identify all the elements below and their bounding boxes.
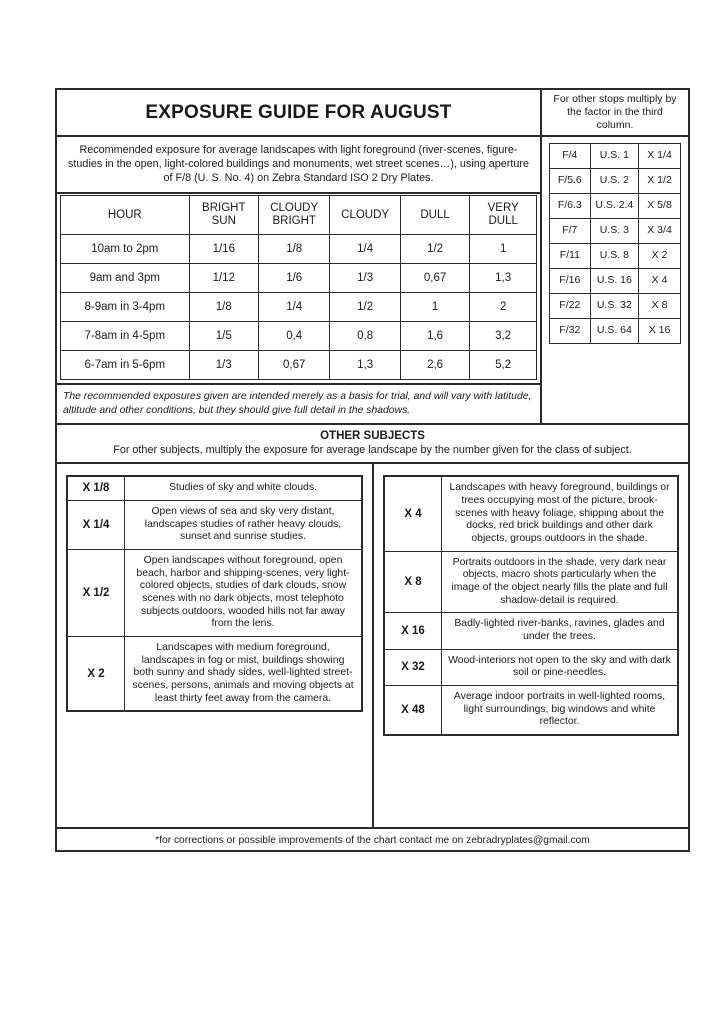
subject-column-right (374, 464, 688, 827)
subject-description: Studies of sky and white clouds. (125, 476, 363, 500)
factor-cell: X 5/8 (639, 194, 681, 219)
table-row (61, 351, 537, 380)
exposure-value-cell: 1,3 (470, 264, 537, 293)
list-item (67, 500, 362, 549)
table-row (550, 244, 681, 269)
exposure-value-cell: 2 (470, 293, 537, 322)
fstop-cell: F/7 (550, 219, 591, 244)
factor-cell: X 1/2 (639, 169, 681, 194)
main-band (57, 137, 688, 423)
fstop-cell: F/5.6 (550, 169, 591, 194)
factor-cell: X 16 (639, 319, 681, 344)
list-item (67, 476, 362, 500)
exposure-value-cell: 1/2 (330, 293, 400, 322)
subject-table-left (66, 475, 363, 712)
list-item (384, 476, 678, 551)
factor-cell: X 1/4 (639, 144, 681, 169)
other-subjects-header (57, 423, 688, 464)
subject-description: Badly-lighted river-banks, ravines, glades and under the trees. (442, 613, 679, 649)
subject-description: Landscapes with medium foreground, landscapes in fog or mist, buildings showing both sunny and shady sides, well-lighted street-scenes, persons, animals and moving objects at least thirty feet away from the camera. (125, 637, 363, 712)
exposure-value-cell: 0,67 (259, 351, 330, 380)
subject-multiplier: X 1/8 (67, 476, 125, 500)
exposure-panel (57, 137, 542, 423)
subject-table-right (383, 475, 679, 736)
subject-multiplier: X 32 (384, 649, 442, 685)
us-stop-cell: U.S. 16 (590, 269, 638, 294)
exposure-value-cell: 1/8 (189, 293, 258, 322)
exposure-value-cell: 1/4 (330, 235, 400, 264)
exposure-value-cell: 1/3 (330, 264, 400, 293)
exposure-value-cell: 1/8 (259, 235, 330, 264)
subject-column-left (57, 464, 374, 827)
exposure-column-header: BRIGHT SUN (189, 196, 258, 235)
exposure-value-cell: 1/6 (259, 264, 330, 293)
exposure-column-header: CLOUDY BRIGHT (259, 196, 330, 235)
subject-description: Open landscapes without foreground, open beach, harbor and shipping-scenes, very light-colored objects, studies of dark clouds, snow scenes with no dark objects, most telephoto subjects outdoors, wooded hills not far away from the lens. (125, 549, 363, 636)
exposure-hour-cell: 9am and 3pm (61, 264, 190, 293)
fstop-cell: F/4 (550, 144, 591, 169)
exposure-value-cell: 0,67 (400, 264, 469, 293)
subject-multiplier: X 2 (67, 637, 125, 712)
us-stop-cell: U.S. 1 (590, 144, 638, 169)
subject-multiplier: X 8 (384, 551, 442, 613)
table-row (550, 169, 681, 194)
exposure-column-header: DULL (400, 196, 469, 235)
subtitle-text: Recommended exposure for average landscapes with light foreground (river-scenes, figure- studies in the open, light-colored buildings and monuments, wet street scenes…), using aperture of F/8 (U. S. No. 4) on Zebra Standard ISO 2 Dry Plates. (57, 137, 540, 194)
fstop-cell: F/6.3 (550, 194, 591, 219)
exposure-column-header: HOUR (61, 196, 190, 235)
subject-description: Average indoor portraits in well-lighted rooms, light surroundings, big windows and white reflector. (442, 686, 679, 736)
subject-description: Wood-interiors not open to the sky and with dark soil or pine-needles. (442, 649, 679, 685)
list-item (384, 649, 678, 685)
fstop-cell: F/11 (550, 244, 591, 269)
page-title: EXPOSURE GUIDE FOR AUGUST (145, 101, 452, 123)
table-row (550, 219, 681, 244)
other-subjects-title: OTHER SUBJECTS (320, 430, 425, 443)
fstop-panel (542, 137, 688, 423)
footer-contact: *for corrections or possible improvements of the chart contact me on zebradryplates@gmail.com (57, 827, 688, 852)
subject-multiplier: X 48 (384, 686, 442, 736)
exposure-value-cell: 1/12 (189, 264, 258, 293)
us-stop-cell: U.S. 64 (590, 319, 638, 344)
us-stop-cell: U.S. 32 (590, 294, 638, 319)
fstop-table (549, 143, 681, 344)
list-item (384, 551, 678, 613)
us-stop-cell: U.S. 2 (590, 169, 638, 194)
table-row (61, 293, 537, 322)
subject-columns (57, 464, 688, 827)
fstop-cell: F/16 (550, 269, 591, 294)
exposure-value-cell: 1 (400, 293, 469, 322)
exposure-value-cell: 1/5 (189, 322, 258, 351)
table-row (550, 319, 681, 344)
subject-description: Open views of sea and sky very distant, landscapes studies of rather heavy clouds, sunset and sunrise studies. (125, 500, 363, 549)
exposure-value-cell: 1/3 (189, 351, 258, 380)
title-cell (57, 90, 542, 137)
table-row (550, 269, 681, 294)
exposure-value-cell: 1,3 (330, 351, 400, 380)
exposure-header-row (61, 196, 537, 235)
table-row (550, 194, 681, 219)
fstop-cell: F/32 (550, 319, 591, 344)
header-band (57, 90, 688, 137)
fstop-cell: F/22 (550, 294, 591, 319)
exposure-value-cell: 0,8 (330, 322, 400, 351)
exposure-guide-sheet (55, 88, 690, 852)
exposure-value-cell: 1,6 (400, 322, 469, 351)
exposure-value-cell: 0,4 (259, 322, 330, 351)
exposure-value-cell: 5,2 (470, 351, 537, 380)
exposure-hour-cell: 7-8am in 4-5pm (61, 322, 190, 351)
exposure-value-cell: 3,2 (470, 322, 537, 351)
exposure-value-cell: 1 (470, 235, 537, 264)
exposure-hour-cell: 6-7am in 5-6pm (61, 351, 190, 380)
subject-description: Landscapes with heavy foreground, buildings or trees occupying most of the picture, brook-scenes with heavy foliage, shipping about the docks, red brick buildings and other dark objects, groups outdoors in the shade. (442, 476, 679, 551)
factor-cell: X 4 (639, 269, 681, 294)
exposure-table (60, 195, 537, 380)
us-stop-cell: U.S. 8 (590, 244, 638, 269)
list-item (67, 637, 362, 712)
table-row (61, 264, 537, 293)
us-stop-cell: U.S. 3 (590, 219, 638, 244)
other-subjects-intro: For other subjects, multiply the exposure for average landscape by the number given for the class of subject. (113, 444, 632, 457)
subject-multiplier: X 16 (384, 613, 442, 649)
factor-cell: X 2 (639, 244, 681, 269)
other-stops-note: For other stops multiply by the factor in the third column. (553, 93, 677, 131)
table-row (61, 235, 537, 264)
us-stop-cell: U.S. 2.4 (590, 194, 638, 219)
factor-cell: X 8 (639, 294, 681, 319)
table-row (61, 322, 537, 351)
disclaimer-text: The recommended exposures given are intended merely as a basis for trial, and will vary with latitude, altitude and other conditions, but they should give full detail in the shadows. (57, 383, 540, 423)
exposure-value-cell: 1/4 (259, 293, 330, 322)
table-row (550, 144, 681, 169)
exposure-table-wrap (57, 194, 540, 380)
exposure-hour-cell: 10am to 2pm (61, 235, 190, 264)
exposure-value-cell: 2,6 (400, 351, 469, 380)
subject-multiplier: X 4 (384, 476, 442, 551)
other-stops-note-cell (542, 90, 688, 137)
list-item (384, 686, 678, 736)
table-row (550, 294, 681, 319)
list-item (67, 549, 362, 636)
exposure-column-header: CLOUDY (330, 196, 400, 235)
subject-description: Portraits outdoors in the shade, very dark near objects, macro shots particularly when the image of the object nearly fills the plate and full shadow-detail is required. (442, 551, 679, 613)
exposure-hour-cell: 8-9am in 3-4pm (61, 293, 190, 322)
list-item (384, 613, 678, 649)
subject-multiplier: X 1/4 (67, 500, 125, 549)
exposure-value-cell: 1/2 (400, 235, 469, 264)
exposure-column-header: VERY DULL (470, 196, 537, 235)
factor-cell: X 3/4 (639, 219, 681, 244)
subject-multiplier: X 1/2 (67, 549, 125, 636)
exposure-value-cell: 1/16 (189, 235, 258, 264)
